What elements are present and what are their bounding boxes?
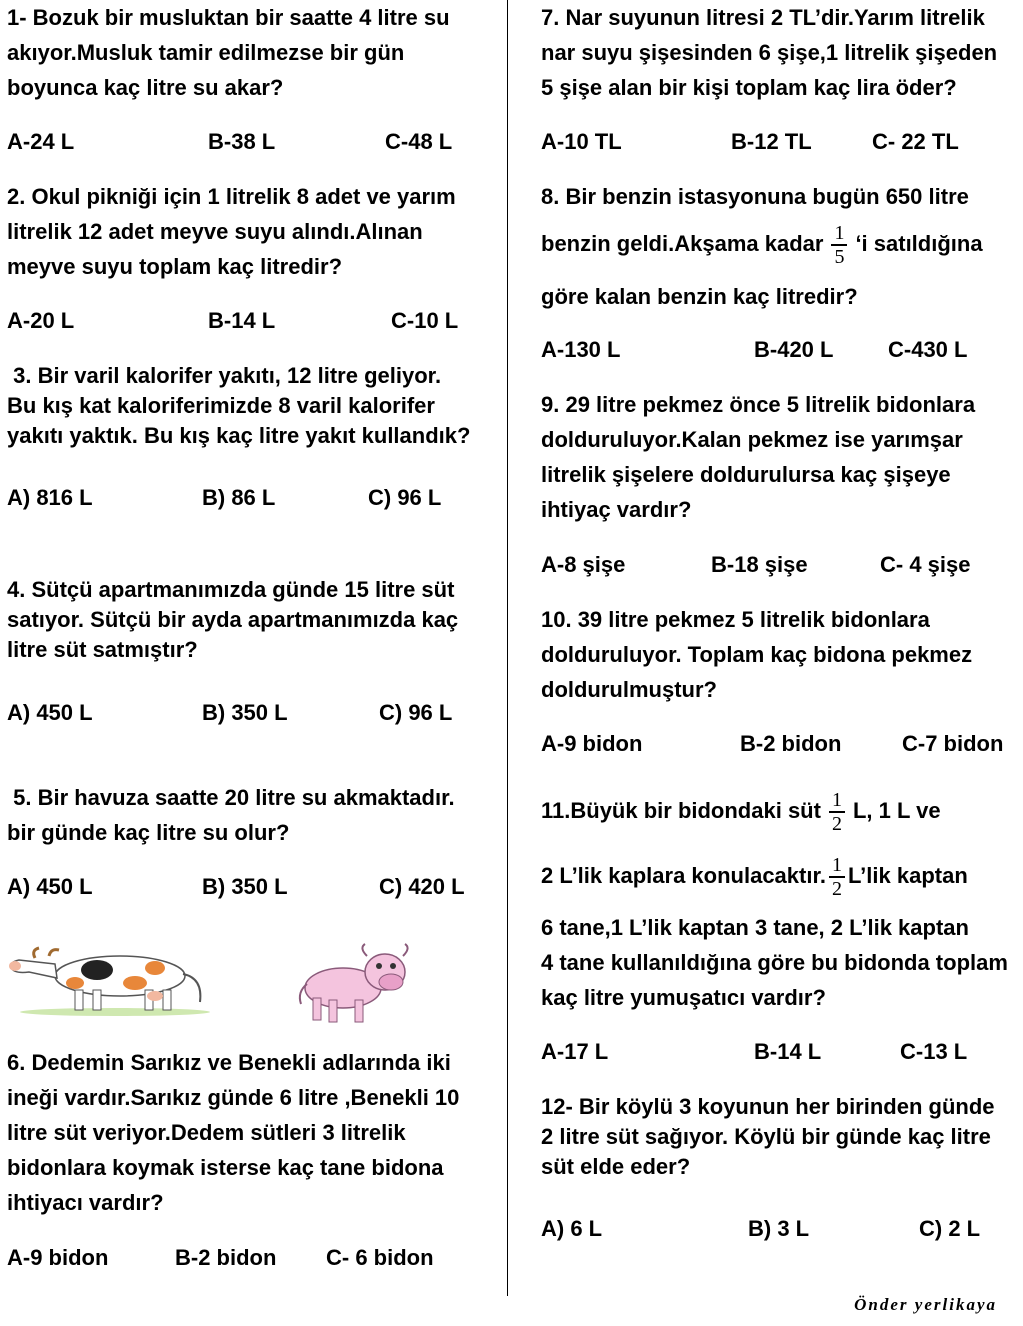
question-7-line: nar suyu şişesinden 6 şişe,1 litrelik şişeden xyxy=(541,40,998,65)
question-6-text xyxy=(7,1045,459,1220)
question-11-line-part: L’lik kaptan xyxy=(847,863,968,888)
question-2-line: litrelik 12 adet meyve suyu alındı.Alınan xyxy=(7,219,423,244)
question-9-option-b[interactable]: B-18 şişe xyxy=(711,552,808,577)
question-4-option-a[interactable]: A) 450 L xyxy=(7,700,93,725)
question-5-text xyxy=(7,780,455,850)
question-10-line: 10. 39 litre pekmez 5 litrelik bidonlara xyxy=(541,607,930,632)
question-11-option-c[interactable]: C-13 L xyxy=(900,1039,968,1064)
fraction-denominator: 2 xyxy=(831,812,842,835)
fraction-denominator: 2 xyxy=(831,877,842,900)
question-5-line: bir günde kaç litre su olur? xyxy=(7,820,290,845)
question-3-line: 3. Bir varil kalorifer yakıtı, 12 litre geliyor. xyxy=(7,363,442,388)
question-3-line: Bu kış kat kaloriferimizde 8 varil kalorifer xyxy=(7,393,435,418)
question-7-text xyxy=(541,0,997,105)
question-5-line: 5. Bir havuza saatte 20 litre su akmaktadır. xyxy=(7,785,455,810)
question-3-option-c[interactable]: C) 96 L xyxy=(368,485,442,510)
question-9-line: dolduruluyor.Kalan pekmez ise yarımşar xyxy=(541,427,963,452)
question-2-text xyxy=(7,179,456,284)
question-11-option-a[interactable]: A-17 L xyxy=(541,1039,609,1064)
question-1-line: boyunca kaç litre su akar? xyxy=(7,75,284,100)
fraction-numerator: 1 xyxy=(834,222,845,245)
question-4-option-b[interactable]: B) 350 L xyxy=(202,700,288,725)
question-8-option-c[interactable]: C-430 L xyxy=(888,337,968,362)
question-11-text xyxy=(541,910,1008,1015)
question-6-line: bidonlara koymak isterse kaç tane bidona xyxy=(7,1155,444,1180)
question-1-option-b[interactable]: B-38 L xyxy=(208,129,276,154)
question-5-option-c[interactable]: C) 420 L xyxy=(379,874,465,899)
question-2-option-b[interactable]: B-14 L xyxy=(208,308,276,333)
question-10-option-a[interactable]: A-9 bidon xyxy=(541,731,643,756)
spotted-cow-illustration xyxy=(5,938,210,1018)
question-6-option-b[interactable]: B-2 bidon xyxy=(175,1245,277,1270)
author-signature: Önder yerlikaya xyxy=(854,1295,997,1314)
question-6-line: litre süt veriyor.Dedem sütleri 3 litrelik xyxy=(7,1120,406,1145)
question-11-line-part: 11.Büyük bir bidondaki süt xyxy=(541,798,821,823)
question-3-option-b[interactable]: B) 86 L xyxy=(202,485,276,510)
question-2-line: meyve suyu toplam kaç litredir? xyxy=(7,254,343,279)
question-8-line: 8. Bir benzin istasyonuna bugün 650 litre xyxy=(541,184,969,209)
question-3-option-a[interactable]: A) 816 L xyxy=(7,485,93,510)
question-9-line: ihtiyaç vardır? xyxy=(541,497,692,522)
question-5-option-b[interactable]: B) 350 L xyxy=(202,874,288,899)
question-4-option-c[interactable]: C) 96 L xyxy=(379,700,453,725)
question-1-line: 1- Bozuk bir musluktan bir saatte 4 litre su xyxy=(7,5,450,30)
question-8-fraction xyxy=(831,222,847,268)
fraction-denominator: 5 xyxy=(834,245,845,268)
question-5-option-a[interactable]: A) 450 L xyxy=(7,874,93,899)
column-divider xyxy=(507,0,508,1296)
question-6-line: 6. Dedemin Sarıkız ve Benekli adlarında iki xyxy=(7,1050,451,1075)
question-4-line: litre süt satmıştır? xyxy=(7,637,198,662)
question-9-line: 9. 29 litre pekmez önce 5 litrelik bidonlara xyxy=(541,392,976,417)
question-2-option-c[interactable]: C-10 L xyxy=(391,308,459,333)
question-8-fraction-line xyxy=(541,222,983,268)
question-7-option-c[interactable]: C- 22 TL xyxy=(872,129,959,154)
question-11-line: 6 tane,1 L’lik kaptan 3 tane, 2 L’lik kaptan xyxy=(541,915,969,940)
question-11-line: kaç litre yumuşatıcı vardır? xyxy=(541,985,826,1010)
question-7-line: 7. Nar suyunun litresi 2 TL’dir.Yarım litrelik xyxy=(541,5,985,30)
question-11-fraction xyxy=(829,854,845,900)
question-12-option-b[interactable]: B) 3 L xyxy=(748,1216,810,1241)
question-9-text xyxy=(541,387,975,527)
question-11-line-part: L, 1 L ve xyxy=(852,798,941,823)
question-11-line-part: 2 L’lik kaplara konulacaktır. xyxy=(541,863,826,888)
question-11-option-b[interactable]: B-14 L xyxy=(754,1039,822,1064)
question-1-option-a[interactable]: A-24 L xyxy=(7,129,75,154)
question-12-option-a[interactable]: A) 6 L xyxy=(541,1216,603,1241)
question-10-option-c[interactable]: C-7 bidon xyxy=(902,731,1004,756)
question-1-text xyxy=(7,0,450,105)
question-11-fraction xyxy=(829,789,845,835)
question-11-fraction-line-1 xyxy=(541,789,941,835)
pink-cow-illustration xyxy=(295,940,420,1025)
question-10-text xyxy=(541,602,972,707)
question-9-option-a[interactable]: A-8 şişe xyxy=(541,552,626,577)
question-4-line: satıyor. Sütçü bir ayda apartmanımızda kaç xyxy=(7,607,459,632)
fraction-numerator: 1 xyxy=(831,854,842,877)
question-12-text xyxy=(541,1092,995,1182)
question-7-option-a[interactable]: A-10 TL xyxy=(541,129,622,154)
question-12-line: 12- Bir köylü 3 koyunun her birinden günde xyxy=(541,1094,995,1119)
question-10-option-b[interactable]: B-2 bidon xyxy=(740,731,842,756)
question-3-line: yakıtı yaktık. Bu kış kaç litre yakıt kullandık? xyxy=(7,423,471,448)
question-1-option-c[interactable]: C-48 L xyxy=(385,129,453,154)
question-6-line: ihtiyacı vardır? xyxy=(7,1190,164,1215)
question-3-text xyxy=(7,361,470,451)
question-8-line: göre kalan benzin kaç litredir? xyxy=(541,284,858,309)
question-11-line: 4 tane kullanıldığına göre bu bidonda toplam xyxy=(541,950,1008,975)
question-12-line: 2 litre süt sağıyor. Köylü bir günde kaç litre xyxy=(541,1124,991,1149)
question-4-line: 4. Sütçü apartmanımızda günde 15 litre süt xyxy=(7,577,455,602)
question-8-line-part: ‘i satıldığına xyxy=(855,231,983,256)
question-10-line: doldurulmuştur? xyxy=(541,677,717,702)
question-9-line: litrelik şişelere doldurulursa kaç şişeye xyxy=(541,462,951,487)
question-7-option-b[interactable]: B-12 TL xyxy=(731,129,812,154)
question-8-option-a[interactable]: A-130 L xyxy=(541,337,621,362)
question-10-line: dolduruluyor. Toplam kaç bidona pekmez xyxy=(541,642,973,667)
question-8-line-part: benzin geldi.Akşama kadar xyxy=(541,231,824,256)
question-2-option-a[interactable]: A-20 L xyxy=(7,308,75,333)
question-6-option-c[interactable]: C- 6 bidon xyxy=(326,1245,434,1270)
question-6-line: ineği vardır.Sarıkız günde 6 litre ,Benekli 10 xyxy=(7,1085,460,1110)
question-12-line: süt elde eder? xyxy=(541,1154,691,1179)
question-11-fraction-line-2 xyxy=(541,854,968,900)
question-2-line: 2. Okul pikniği için 1 litrelik 8 adet ve yarım xyxy=(7,184,456,209)
question-12-option-c[interactable]: C) 2 L xyxy=(919,1216,981,1241)
question-6-option-a[interactable]: A-9 bidon xyxy=(7,1245,109,1270)
question-8-option-b[interactable]: B-420 L xyxy=(754,337,834,362)
question-4-text xyxy=(7,575,458,665)
question-9-option-c[interactable]: C- 4 şişe xyxy=(880,552,971,577)
fraction-numerator: 1 xyxy=(831,789,842,812)
question-7-line: 5 şişe alan bir kişi toplam kaç lira öder? xyxy=(541,75,957,100)
question-1-line: akıyor.Musluk tamir edilmezse bir gün xyxy=(7,40,405,65)
